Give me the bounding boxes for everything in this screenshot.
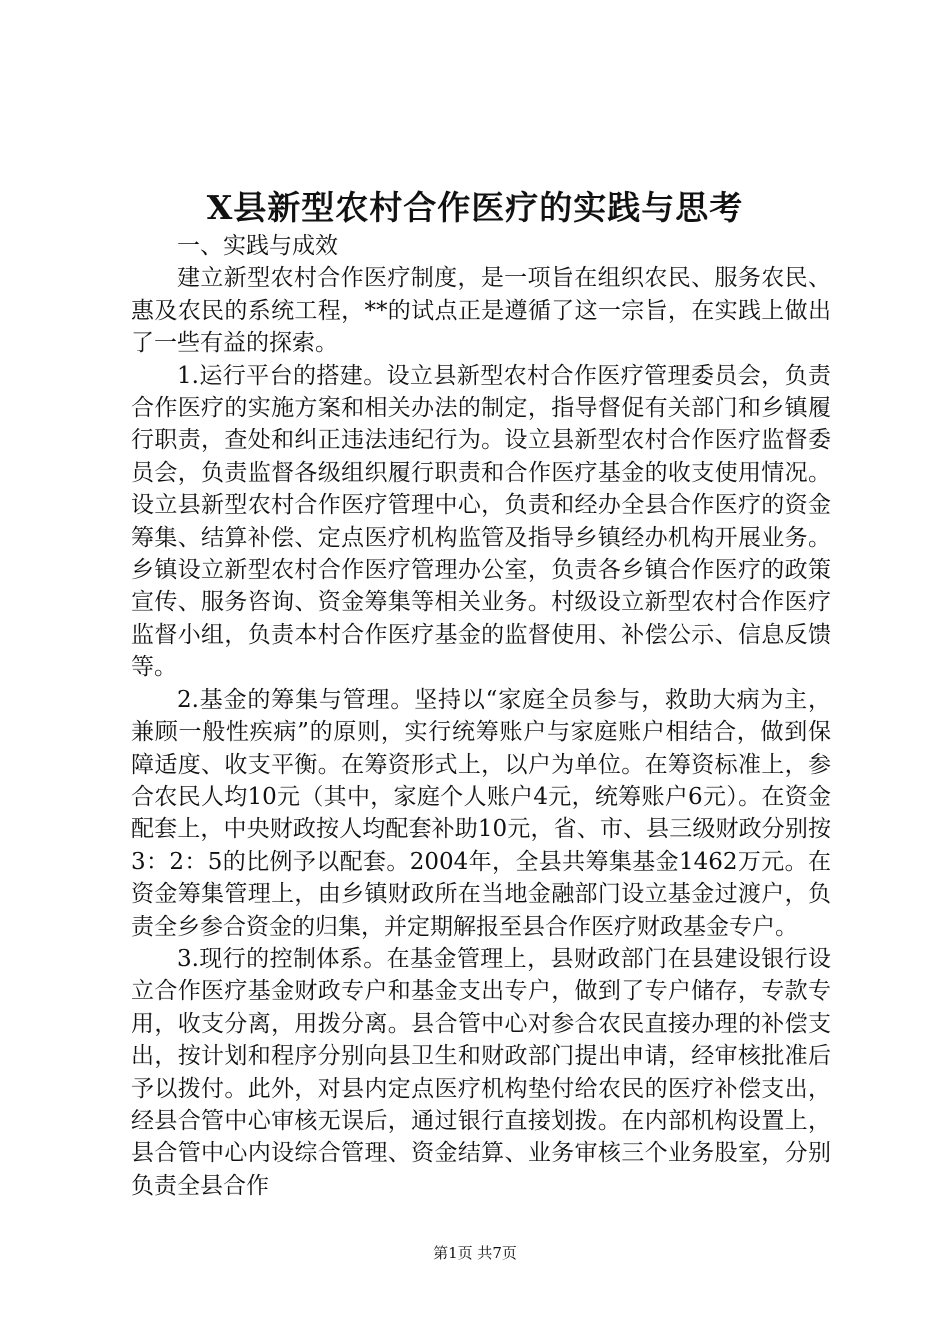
document-body xyxy=(131,230,831,1202)
document-title: X县新型农村合作医疗的实践与思考 xyxy=(206,188,744,227)
section-heading: 一、实践与成效 xyxy=(177,233,338,259)
paragraph-intro: 建立新型农村合作医疗制度，是一项旨在组织农民、服务农民、惠及农民的系统工程，**的试点正是遵循了这一宗旨，在实践上做出了一些有益的探索。 xyxy=(131,265,831,357)
page-number-footer: 第1页 共7页 xyxy=(433,1244,517,1262)
paragraph-platform: 1.运行平台的搭建。设立县新型农村合作医疗管理委员会，负责合作医疗的实施方案和相关办法的制定，指导督促有关部门和乡镇履行职责，查处和纠正违法违纪行为。设立县新型农村合作医疗监督委员会，负责监督各级组织履行职责和合作医疗基金的收支使用情况。设立县新型农村合作医疗管理中心，负责和经办全县合作医疗的资金筹集、结算补偿、定点医疗机构监管及指导乡镇经办机构开展业务。乡镇设立新型农村合作医疗管理办公室，负责各乡镇合作医疗的政策宣传、服务咨询、资金筹集等相关业务。村级设立新型农村合作医疗监督小组，负责本村合作医疗基金的监督使用、补偿公示、信息反馈等。 xyxy=(131,362,831,681)
paragraph-fund: 2.基金的筹集与管理。坚持以“家庭全员参与，救助大病为主，兼顾一般性疾病”的原则，实行统筹账户与家庭账户相结合，做到保障适度、收支平衡。在筹资形式上，以户为单位。在筹资标准上，参合农民人均10元（其中，家庭个人账户4元，统筹账户6元）。在资金配套上，中央财政按人均配套补助10元，省、市、县三级财政分别按3：2：5的比例予以配套。2004年，全县共筹集基金1462万元。在资金筹集管理上，由乡镇财政所在当地金融部门设立基金过渡户，负责全乡参合资金的归集，并定期解报至县合作医疗财政基金专户。 xyxy=(131,686,831,940)
paragraph-control: 3.现行的控制体系。在基金管理上，县财政部门在县建设银行设立合作医疗基金财政专户和基金支出专户，做到了专户储存，专款专用，收支分离，用拨分离。县合管中心对参合农民直接办理的补偿支出，按计划和程序分别向县卫生和财政部门提出申请，经审核批准后予以拨付。此外，对县内定点医疗机构垫付给农民的医疗补偿支出，经县合管中心审核无误后，通过银行直接划拨。在内部机构设置上，县合管中心内设综合管理、资金结算、业务审核三个业务股室，分别负责全县合作 xyxy=(131,945,831,1199)
